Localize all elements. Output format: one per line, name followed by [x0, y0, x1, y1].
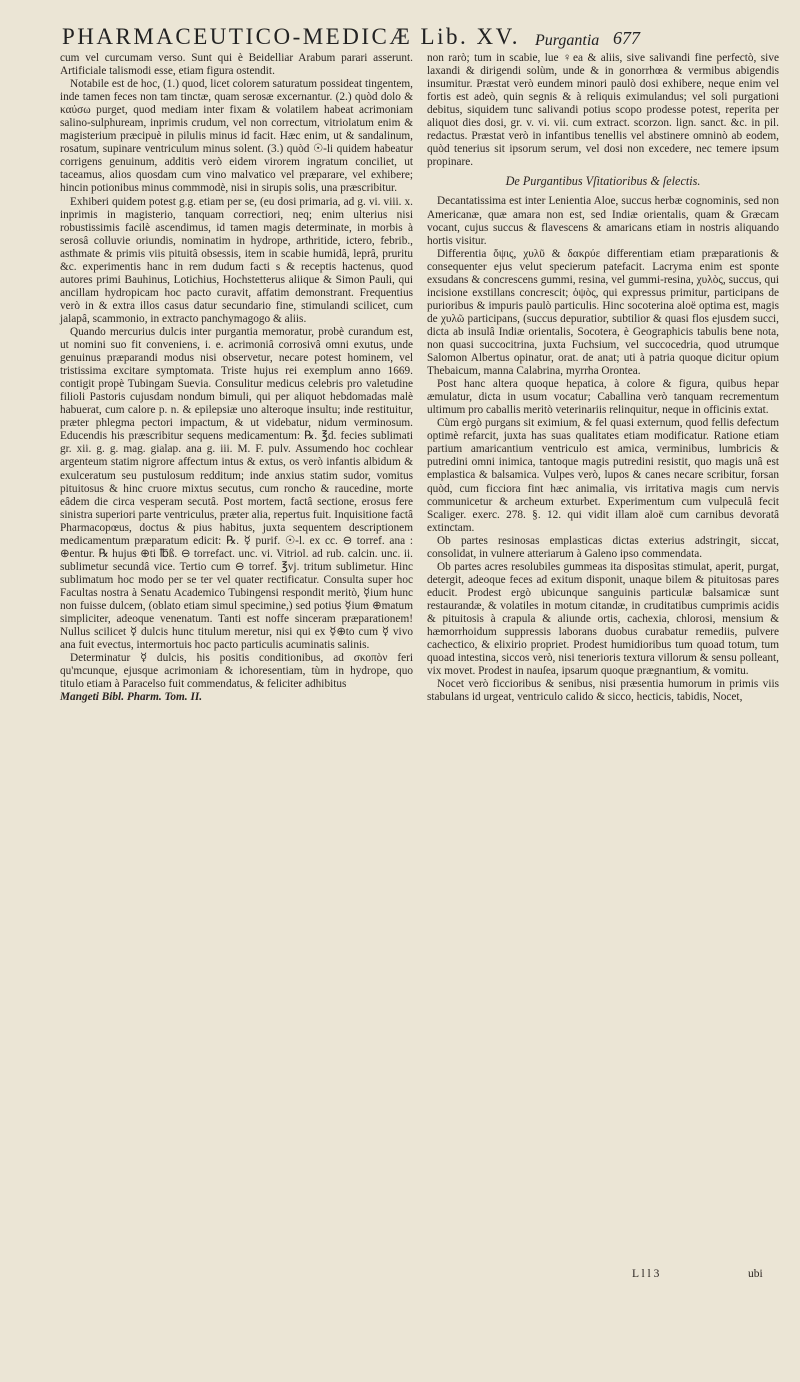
paragraph: Ob partes resinosas emplasticas dictas exterius adstringit, siccat, consolidat, in vulnere atteriarum à Galeno ipso commendata.: [427, 534, 779, 560]
paragraph: Post hanc altera quoque hepatica, à colore & figura, quibus hepar æmulatur, dicta in usum vocatur; Caballina verò tanquam recrementum ultimum pro caballis meritò veterinariis relinquitur, neque in officinis extat.: [427, 378, 779, 417]
paragraph: Cùm ergò purgans sit eximium, & fel quasi externum, quod fellis defectum optimè refarcit, juxta has suas qualitates etiam modificatur. Ratione etiam partium amaricantium ventriculo est amica, verminibus, lumbricis & putredini omni inimica, tantoque magis putredini resistit, quo magis unâ est emplastica & balsamica. Vulpes verò, lupos & canes necare scribitur, forsan quòd, cum ficciora fint hæc animalia, vis irritativa magis cum nervis communicetur & archeum exturbet. Experimentum cum vulpeculâ fecit Scaliger. exerc. 278. §. 12. qui vidit illam aloë cum carnibus devoratâ extinctam.: [427, 417, 779, 534]
paragraph: Determinatur ☿ dulcis, his positis conditionibus, ad σκοπὸν feri qu'mcunque, ejusque acrimoniam & ichoresentiam, tùm in hydrope, quo titulo etiam à Paracelso fuit commendatus, & feliciter adhibitus: [60, 652, 413, 691]
paragraph: Ob partes acres resolubiles gummeas ita disposìtas stimulat, aperit, purgat, detergit, adeoque feces ad exitum disponit, unaque bilem & pituitosas pares educit. Prodest ergò ubicunque sanguinis particulæ balsamicæ sunt restaurandæ, & volatiles in motum citandæ, in cruditatibus cumprimis acidis & pituitosis à crapula & aliunde ortis, cachexia, chlorosi, mensium & hæmorrhoidum suppressis laborans duobus curabatur remediis, pulvere cachectico, & elixirio propriet. Prodest humidioribus tum quoad totum, tum quoad intestina, siccos verò, nisi tenerioris textura villorum & sensu polleant, vix movet. Prodest in nauſea, ipsarum quoque prægnantium, & vomitu.: [427, 560, 779, 678]
section-heading: De Purgantibus Vſitatioribus & ſelectis.: [505, 174, 701, 189]
paragraph: non rarò; tum in scabie, lue ♀ea & aliis, sive salivandi fine perfectò, sive laxandi & dirigendi solùm, unde & in gonorrhœa & vermibus abigendis insumitur. Præstat verò eundem minori paulò dosi exhibere, neque enim vel fortis est adeò, quin segnis & à reliquis eximulandus; vel soli purgationi debitus, siquidem tunc salivandi potius scopo prodesse potest, reperita per aliquot dies dosi, gr. v. vi. vii. cum extract. scorzon. lign. sanct. &c. in pil. redactus. Præstat verò in infantibus tenellis vel abstinere omninò ab eodem, quòd tenerius sit ipsorum serum, vel dosi non excedere, nec temere ipsum propinare.: [427, 52, 779, 169]
page-number: 677: [613, 28, 640, 48]
paragraph: Quando mercurius dulcis inter purgantia memoratur, probè curandum est, ut nomini suo fit conveniens, i. e. acrimoniâ corrosivâ omni exutus, unde genuinus præparandi modus nisi observetur, necare potest hominem, vel tristissima excitare symptomata. Triste hujus rei exemplum anno 1669. contigit propè Tubingam Suevia. Consulitur medicus celebris pro valetudine filioli Pastoris cujusdam nondum bimuli, qui per aliquot hebdomadas malè habuerat, cum calore p. n. & epilepsiæ uno alteroque insultu; inde restituitur, præter phlegma pectori impactum, & ut videbatur, nidum verminosum. Educendis his præscribitur sequens medicamentum: ℞. ℥d. fecies sublimati gr. xii. g. g. mag. gialap. ana g. iii. M. F. pulv. Assumendo hoc cochlear argenteum statim nigrore affectum intus & extus, os verò infantis albidum & exulceratum seu pustulosum redditum; inde anxius statim sudor, vomitus pituitosus & hinc cruore mixtus secutus, cum roncho & raucedine, morte eâdem die circa vesperam secutâ. Post mortem, factâ sectione, erosus fere sinistra superiori parte ventriculus, præter alia, repertus fuit. Inquisitione factâ Pharmacopœus, doctus & pius habitus, juxta sequentem descriptionem medicamentum præparatum edicit: ℞. ☿ purif. ☉-l. ex cc. ⊖ torref. ana : ⊕entur. ℞ hujus ⊕ti ℔ß. ⊖ torrefact. unc. vi. Vitriol. ad rub. calcin. unc. ii. sublimetur secundâ vice. Tertio cum ⊖ torref. ℥vj. tritum sublimetur. Hinc sublimatum hoc modo per se ter vel quater rectificatur. Consulta super hoc Facultas nostra à Senatu Academico Tubingensi respondit meritò, ☿ium hunc non fuisse dulcem, (oblato etiam simul specimine,) sed potius ☿ium ⊕matum simpliciter, adeoque venenatum. Tanti est noffe sinceram præparationem! Nullus scilicet ☿ dulcis hunc titulum meretur, nisi qui ex ☿⊕to cum ☿ vivo ana fuit evectus, intermortuis hoc pacto particulis acuminatis salinis.: [60, 325, 413, 652]
paragraph: Differentia ὄψις, χυλῦ & δακρύε differentiam etiam præparationis & consequenter ejus velut specierum patefacit. Lacryma enim est sponte exsudans & concrescens gummi, resina, vel gummi-resina, χυλὸς, succus, qui incisione exstillans concrescit; ὀψὸς, qui expressus primitur, participans de purioribus & impuris paulò particulis. Hinc socoterina aloë optima est, magis de χυλῶ participans, (succus depuratior, subtilior & quasi flos ejusdem succi, dicta ab insulâ Indiæ orientalis, Socotera, è Geographicis tabulis bene nota, non quasi succocitrina, juxta Fuchsium, vel succocedria, quod utrumque Salomon Albertus opinatur, orat. de anat; uti à patria quoque dicitur opium Thebaicum, manna Calabrina, myrrha Orontea.: [427, 247, 779, 378]
catchword: ubi: [748, 1268, 763, 1280]
paragraph: Nocet verò ficcioribus & senibus, nisi præsentia humorum in primis viis stabulans id urgeat, ventriculo calido & sicco, hecticis, tabidis, Nocet,: [427, 678, 779, 704]
running-head: [58, 24, 778, 50]
paragraph: cum vel curcumam verso. Sunt qui è Beidelliar Arabum parari asserunt. Artificiale talismodi esse, etiam figura ostendit.: [60, 52, 413, 78]
signature-mark: L l l 3: [632, 1268, 660, 1280]
footer-reference: Mangeti Bibl. Pharm. Tom. II.: [60, 691, 203, 704]
paragraph: Exhiberi quidem potest g.g. etiam per se, (eu dosi primaria, ad g. vi. viii. x. inprimis in magisterio, tanquam correctiori, neq; enim ulterius nisi robustissimis facilè ascendimus, id tamen magis determinate, in morbis à serosâ colluvie oriundis, nominatim in hydrope, arthritide, ictero, febrib., asthmate & primis viis pituitâ obsessis, item in scabie humidâ, leprâ, pruritu &c. experimentis hanc in rem dudum facti s & receptis hactenus, quod autores primi Bauhinus, Lotichius, Hochstetterus aliique & Simon Pauli, qui ancillam hydropicam hoc pacto curavit, affatim demonstrant. Frequentius verò in & extra illos casus datur secundario fine, stimulandi scilicet, cum jalapâ, scammonio, in extracto panchymagogo & aliis.: [60, 195, 413, 325]
left-column: [60, 52, 413, 704]
running-head-title: PHARMACEUTICO-MEDICÆ Lib. XV.: [62, 24, 520, 49]
running-head-section: Purgantia: [535, 32, 600, 49]
right-column: [427, 52, 779, 704]
paragraph: Decantatissima est inter Lenientia Aloe, succus herbæ cognominis, sed non Americanæ, quæ amara non est, sed Indiæ orientalis, quam & Græcam vocant, cujus succus & flavescens & amaricans etiam in nostris aliquando hortis visitur.: [427, 195, 779, 247]
paragraph: Notabile est de hoc, (1.) quod, licet colorem saturatum possideat tingentem, inde tamen feces non tam tinctæ, quam serosæ excernantur. (2.) quòd dolo & καύσω purget, quod mediam inter fixam & volatilem habeat acrimoniam salino-sulphuream, inprimis crudum, vel non correctum, vitriolatum enim & magisterium præcipuè in pilulis minus id facit. Hæc enim, ut & sandalinum, rosatum, supinare ventriculum minus solent. (3.) quòd ☉-li quidem habeatur corrigens genuinum, additis verò eidem virorem ingratum conciliet, ut taceamus, alios quosdam cum vino malvatico vel præparare, vel exhibere; hincin potionibus minus commmodè, nisi in sirupis solis, una præscribitur.: [60, 78, 413, 195]
